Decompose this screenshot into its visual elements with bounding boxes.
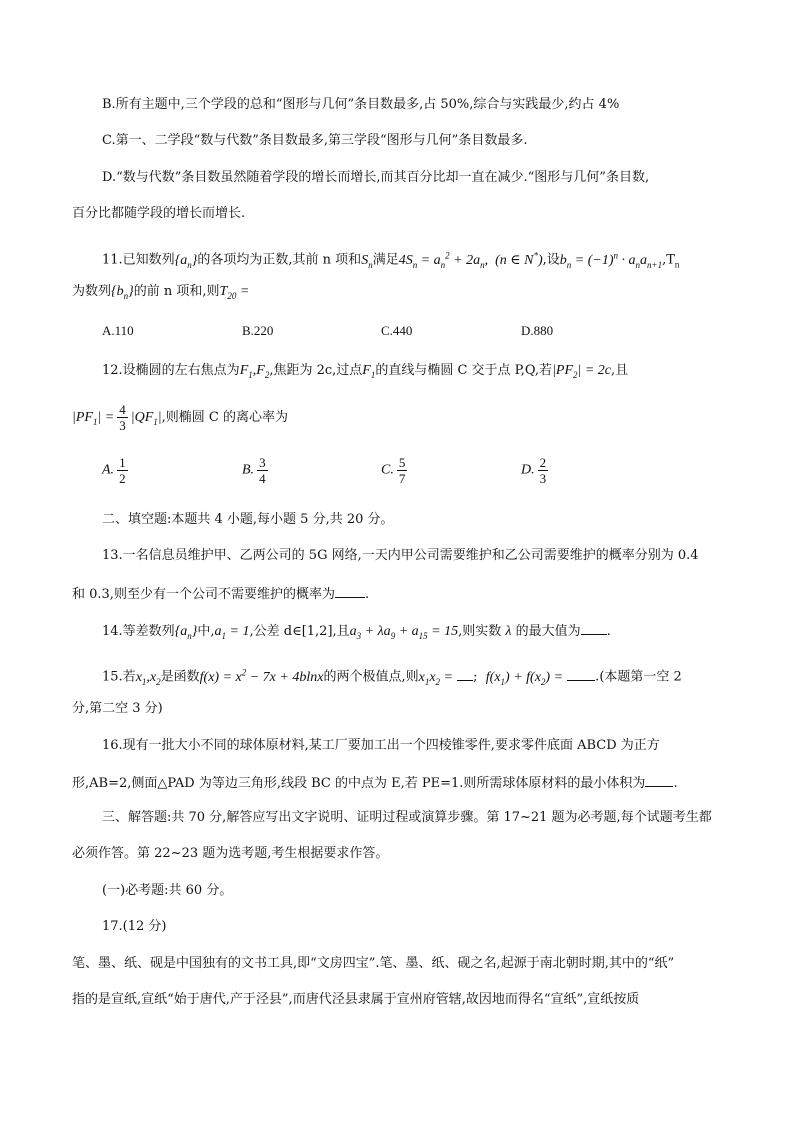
- answer-blank: [581, 620, 607, 635]
- question-11-line-2: 为数列$\{b_n\}$的前 n 项和,则$T_{20}$ =: [72, 284, 250, 301]
- q11-option-a: A.110: [102, 323, 134, 338]
- paragraph-line-1: 笔、墨、纸、砚是中国独有的文书工具,即“文房四宝”.笔、墨、纸、砚之名,起源于南北朝时期,其中的“纸”: [72, 956, 675, 971]
- question-15-line-2: 分,第二空 3 分): [72, 701, 163, 716]
- question-12-line-2: $|PF_1|$ = $\frac{4}{3}$ $|QF_1|$,则椭圆 C 的离心率为: [72, 402, 288, 433]
- section-3-heading-line-1: 三、解答题:共 70 分,解答应写出文字说明、证明过程或演算步骤。第 17~21 题为必考题,每个试题考生都: [102, 810, 712, 825]
- q11-option-c: C.440: [381, 323, 413, 338]
- question-14: 14.等差数列$\{a_n\}$中$,a_1 = 1$,公差 d∈[1,2],且$a_3 + \lambda a_9 + a_{15} = 15$,则实数 λ 的最大值为 .: [102, 620, 762, 646]
- option-b-line: B.所有主题中,三个学段的总和“图形与几何”条目数最多,占 50%,综合与实践最少,约占 4%: [102, 97, 620, 112]
- option-d-line-1: D.“数与代数”条目数虽然随着学段的增长而增长,而其百分比却一直在减少.“图形与几何”条目数,: [102, 170, 650, 185]
- fraction: $\frac{4}{3}$: [119, 402, 126, 433]
- section-3-heading-line-2: 必须作答。第 22~23 题为选考题,考生根据要求作答。: [72, 846, 389, 861]
- q12-option-d: D. $\frac{2}{3}$: [521, 455, 547, 486]
- question-13-line-2: 和 0.3,则至少有一个公司不需要维护的概率为 .: [72, 583, 732, 605]
- subsection-required: (一)必考题:共 60 分。: [102, 883, 233, 898]
- q12-option-b: B. $\frac{3}{4}$: [242, 455, 266, 486]
- q12-option-a: A. $\frac{1}{2}$: [102, 455, 126, 486]
- question-13-line-1: 13.一名信息员维护甲、乙两公司的 5G 网络,一天内甲公司需要维护和乙公司需要维护的概率分别为 0.4: [102, 548, 699, 563]
- option-d-line-2: 百分比都随学段的增长而增长.: [72, 206, 246, 221]
- question-11-line-1: 11.已知数列$\{a_n\}$的各项均为正数,其前 n 项和$S_n$满足$4S_n = a_n^2 + 2a_n$, (n ∈ N*),设$b_n = (-1)^n \cdot a_na_{n+1},T_n$: [102, 250, 680, 270]
- q11-option-d: D.880: [521, 323, 554, 338]
- answer-blank: [457, 666, 473, 681]
- section-2-heading: 二、填空题:本题共 4 小题,每小题 5 分,共 20 分。: [102, 512, 394, 527]
- answer-blank: [645, 772, 673, 787]
- answer-blank: [567, 666, 595, 681]
- question-16-line-2: 形,AB=2,侧面△PAD 为等边三角形,线段 BC 的中点为 E,若 PE=1.则所需球体原材料的最小体积为 .: [72, 772, 732, 794]
- q12-option-c: C. $\frac{5}{7}$: [381, 455, 406, 486]
- paragraph-line-2: 指的是宣纸,宣纸“始于唐代,产于泾县”,而唐代泾县隶属于宣州府管辖,故因地而得名“宣纸”,宣纸按质: [72, 992, 640, 1007]
- q11-option-b: B.220: [242, 323, 274, 338]
- question-17-title: 17.(12 分): [102, 919, 167, 934]
- option-c-line: C.第一、二学段“数与代数”条目数最多,第三学段“图形与几何”条目数最多.: [102, 133, 528, 148]
- question-16-line-1: 16.现有一批大小不同的球体原材料,某工厂要加工出一个四棱锥零件,要求零件底面 ABCD 为正方: [102, 738, 660, 753]
- question-12-line-1: 12.设椭圆的左右焦点为$F_1,F_2$,焦距为 2c,过点$F_1$的直线与椭圆 C 交于点 P,Q,若$|PF_2| = 2c$,且: [102, 363, 629, 380]
- answer-blank: [335, 583, 365, 598]
- question-15-line-1: 15.若$x_1,x_2$是函数$f(x) = x^2 - 7x + 4blnx$的两个极值点,则$x_1x_2$ = ; $f(x_1) + f(x_2)$ = .(本题第一空 2: [102, 667, 682, 687]
